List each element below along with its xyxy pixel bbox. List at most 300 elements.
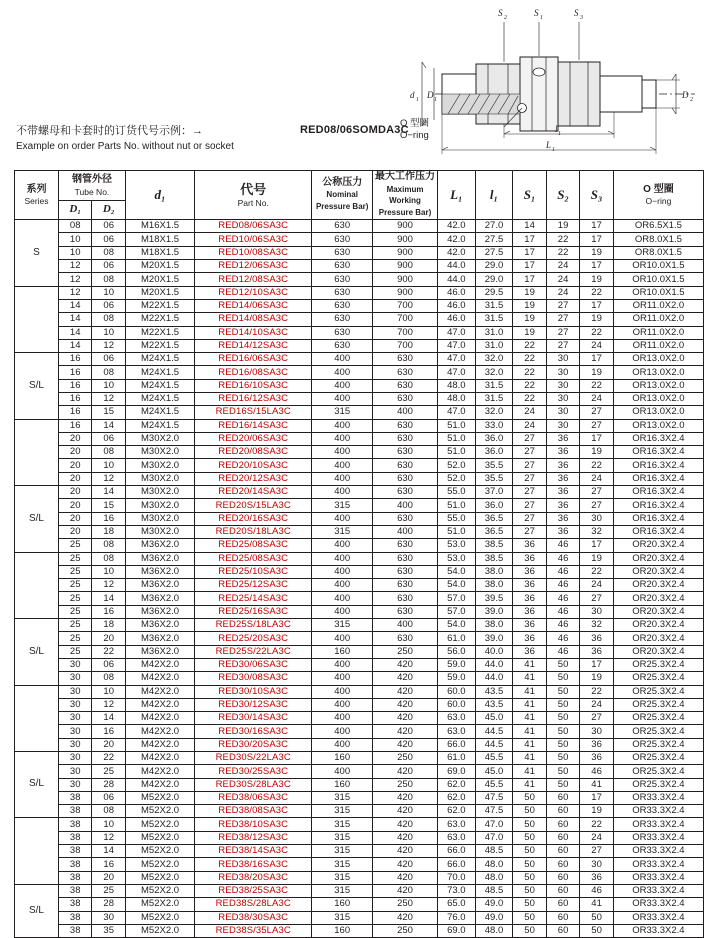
cell-L1: 54.0	[437, 619, 475, 632]
cell-L1: 47.0	[437, 353, 475, 366]
cell-D2: 25	[92, 765, 126, 778]
cell-L1: 52.0	[437, 472, 475, 485]
oring-callout-en: O−ring	[400, 130, 429, 142]
cell-S1: 41	[513, 672, 547, 685]
cell-working: 900	[373, 260, 438, 273]
cell-working: 250	[373, 752, 438, 765]
table-row	[15, 619, 704, 632]
cell-L1: 63.0	[437, 818, 475, 831]
cell-oring: OR6.5X1.5	[613, 220, 703, 233]
diagram-area	[0, 0, 718, 170]
table-row	[15, 339, 704, 352]
cell-S2: 60	[546, 924, 580, 937]
cell-D1: 16	[58, 419, 92, 432]
cell-partno: RED20/16SA3C	[195, 512, 312, 525]
cell-S3: 17	[580, 233, 614, 246]
cell-l1: 48.0	[475, 924, 513, 937]
cell-S1: 22	[513, 379, 547, 392]
cell-D2: 14	[92, 419, 126, 432]
cell-D1: 25	[58, 632, 92, 645]
cell-L1: 48.0	[437, 392, 475, 405]
cell-S1: 41	[513, 698, 547, 711]
table-row	[15, 565, 704, 578]
series-cell	[15, 685, 59, 751]
th-oring	[613, 171, 703, 220]
cell-l1: 48.5	[475, 845, 513, 858]
cell-D1: 25	[58, 579, 92, 592]
table-row	[15, 685, 704, 698]
cell-l1: 40.0	[475, 645, 513, 658]
oring-callout-cn: O 型圈	[400, 118, 430, 129]
cell-d1: M36X2.0	[125, 605, 194, 618]
cell-S1: 41	[513, 778, 547, 791]
cell-nominal: 400	[312, 512, 373, 525]
cell-l1: 49.0	[475, 911, 513, 924]
cell-D1: 25	[58, 565, 92, 578]
table-row	[15, 592, 704, 605]
cell-S1: 36	[513, 645, 547, 658]
cell-d1: M24X1.5	[125, 379, 194, 392]
cell-partno: RED30/25SA3C	[195, 765, 312, 778]
cell-D2: 06	[92, 299, 126, 312]
table-header	[15, 171, 704, 220]
cell-D2: 06	[92, 233, 126, 246]
table-row	[15, 472, 704, 485]
table-row	[15, 286, 704, 299]
cell-D1: 25	[58, 605, 92, 618]
cell-l1: 36.0	[475, 499, 513, 512]
svg-text:3: 3	[580, 15, 583, 21]
cell-d1: M22X1.5	[125, 299, 194, 312]
cell-partno: RED38S/35LA3C	[195, 924, 312, 937]
cell-D2: 08	[92, 446, 126, 459]
cell-working: 420	[373, 818, 438, 831]
cell-nominal: 400	[312, 472, 373, 485]
cell-oring: OR33.3X2.4	[613, 924, 703, 937]
cell-oring: OR33.3X2.4	[613, 805, 703, 818]
cell-D1: 38	[58, 871, 92, 884]
cell-oring: OR11.0X2.0	[613, 313, 703, 326]
cell-partno: RED38/16SA3C	[195, 858, 312, 871]
cell-S3: 27	[580, 406, 614, 419]
cell-D1: 16	[58, 353, 92, 366]
cell-oring: OR20.3X2.4	[613, 619, 703, 632]
cell-l1: 36.0	[475, 432, 513, 445]
cell-S3: 22	[580, 326, 614, 339]
cell-S1: 50	[513, 898, 547, 911]
cell-d1: M24X1.5	[125, 392, 194, 405]
cell-partno: RED14/06SA3C	[195, 299, 312, 312]
cell-S3: 27	[580, 712, 614, 725]
cell-D2: 12	[92, 339, 126, 352]
cell-D1: 38	[58, 924, 92, 937]
cell-oring: OR16.3X2.4	[613, 525, 703, 538]
cell-partno: RED16/06SA3C	[195, 353, 312, 366]
cell-nominal: 400	[312, 698, 373, 711]
cell-oring: OR20.3X2.4	[613, 552, 703, 565]
cell-D2: 12	[92, 579, 126, 592]
cell-d1: M24X1.5	[125, 419, 194, 432]
table-row	[15, 419, 704, 432]
cell-working: 900	[373, 233, 438, 246]
cell-S2: 36	[546, 499, 580, 512]
th-S3: S₃	[580, 171, 614, 220]
th-series	[15, 171, 59, 220]
cell-d1: M36X2.0	[125, 645, 194, 658]
th-oring-en: O−ring	[645, 196, 672, 206]
cell-S2: 36	[546, 446, 580, 459]
cell-S2: 60	[546, 845, 580, 858]
cell-D1: 12	[58, 260, 92, 273]
cell-nominal: 400	[312, 672, 373, 685]
cell-nominal: 400	[312, 353, 373, 366]
cell-L1: 56.0	[437, 645, 475, 658]
cell-partno: RED30/14SA3C	[195, 712, 312, 725]
cell-l1: 44.5	[475, 738, 513, 751]
table-row	[15, 406, 704, 419]
cell-partno: RED30/20SA3C	[195, 738, 312, 751]
cell-L1: 62.0	[437, 805, 475, 818]
cell-l1: 44.0	[475, 672, 513, 685]
svg-text:1: 1	[540, 15, 543, 21]
cell-partno: RED20S/18LA3C	[195, 525, 312, 538]
cell-D1: 16	[58, 392, 92, 405]
cell-l1: 38.0	[475, 565, 513, 578]
cell-S2: 50	[546, 658, 580, 671]
cell-working: 400	[373, 619, 438, 632]
cell-oring: OR33.3X2.4	[613, 791, 703, 804]
cell-D2: 16	[92, 512, 126, 525]
cell-nominal: 630	[312, 246, 373, 259]
cell-d1: M52X2.0	[125, 884, 194, 897]
cell-S2: 36	[546, 472, 580, 485]
series-cell: S	[15, 220, 59, 286]
cell-S3: 30	[580, 858, 614, 871]
cell-L1: 73.0	[437, 884, 475, 897]
cell-D1: 20	[58, 486, 92, 499]
cell-partno: RED30S/22LA3C	[195, 752, 312, 765]
cell-S1: 36	[513, 579, 547, 592]
cell-S3: 19	[580, 446, 614, 459]
cell-working: 630	[373, 472, 438, 485]
label-D2: D	[682, 90, 689, 100]
cell-D1: 30	[58, 765, 92, 778]
cell-l1: 39.0	[475, 605, 513, 618]
cell-S2: 36	[546, 432, 580, 445]
cell-S2: 60	[546, 858, 580, 871]
cell-oring: OR13.0X2.0	[613, 379, 703, 392]
cell-D2: 12	[92, 831, 126, 844]
cell-S1: 50	[513, 871, 547, 884]
cell-S2: 46	[546, 592, 580, 605]
cell-D2: 25	[92, 884, 126, 897]
cell-l1: 27.0	[475, 220, 513, 233]
cell-partno: RED12/08SA3C	[195, 273, 312, 286]
th-S1: S₁	[513, 171, 547, 220]
cell-D2: 06	[92, 658, 126, 671]
cell-S1: 27	[513, 459, 547, 472]
cell-L1: 60.0	[437, 685, 475, 698]
cell-L1: 63.0	[437, 712, 475, 725]
th-oring-cn: O 型圈	[643, 183, 674, 195]
cell-oring: OR20.3X2.4	[613, 539, 703, 552]
cell-S1: 50	[513, 831, 547, 844]
cell-S2: 46	[546, 605, 580, 618]
cell-D1: 38	[58, 818, 92, 831]
table-row	[15, 845, 704, 858]
table-row	[15, 738, 704, 751]
table-row	[15, 818, 704, 831]
cell-S1: 17	[513, 273, 547, 286]
cell-L1: 62.0	[437, 791, 475, 804]
cell-working: 700	[373, 313, 438, 326]
cell-D2: 22	[92, 645, 126, 658]
cell-L1: 42.0	[437, 220, 475, 233]
cell-S3: 22	[580, 379, 614, 392]
cell-working: 630	[373, 605, 438, 618]
series-cell	[15, 552, 59, 618]
cell-working: 420	[373, 884, 438, 897]
cell-l1: 38.5	[475, 552, 513, 565]
cell-D2: 08	[92, 672, 126, 685]
cell-D1: 30	[58, 738, 92, 751]
cell-L1: 55.0	[437, 512, 475, 525]
cell-oring: OR25.3X2.4	[613, 778, 703, 791]
cell-l1: 45.0	[475, 765, 513, 778]
order-note	[16, 124, 234, 154]
cell-working: 630	[373, 419, 438, 432]
cell-nominal: 630	[312, 233, 373, 246]
cell-S2: 27	[546, 313, 580, 326]
cell-working: 420	[373, 831, 438, 844]
cell-nominal: 400	[312, 432, 373, 445]
cell-l1: 31.5	[475, 392, 513, 405]
cell-S3: 19	[580, 552, 614, 565]
cell-d1: M52X2.0	[125, 818, 194, 831]
cell-partno: RED20/08SA3C	[195, 446, 312, 459]
cell-D1: 38	[58, 831, 92, 844]
cell-d1: M30X2.0	[125, 486, 194, 499]
cell-nominal: 400	[312, 738, 373, 751]
cell-S3: 41	[580, 778, 614, 791]
cell-D1: 10	[58, 246, 92, 259]
cell-S3: 27	[580, 499, 614, 512]
cell-oring: OR13.0X2.0	[613, 366, 703, 379]
cell-D1: 14	[58, 299, 92, 312]
cell-partno: RED14/10SA3C	[195, 326, 312, 339]
cell-partno: RED16/10SA3C	[195, 379, 312, 392]
th-l1: l₁	[475, 171, 513, 220]
series-cell: S/L	[15, 752, 59, 818]
cell-working: 630	[373, 446, 438, 459]
svg-text:1: 1	[416, 97, 419, 103]
cell-D1: 20	[58, 525, 92, 538]
cell-d1: M20X1.5	[125, 286, 194, 299]
cell-D2: 20	[92, 632, 126, 645]
cell-oring: OR16.3X2.4	[613, 512, 703, 525]
cell-l1: 31.0	[475, 326, 513, 339]
cell-working: 420	[373, 658, 438, 671]
cell-L1: 46.0	[437, 286, 475, 299]
cell-S2: 36	[546, 459, 580, 472]
series-cell: S/L	[15, 884, 59, 937]
cell-d1: M42X2.0	[125, 672, 194, 685]
cell-d1: M22X1.5	[125, 339, 194, 352]
cell-L1: 44.0	[437, 260, 475, 273]
cell-partno: RED38/10SA3C	[195, 818, 312, 831]
cell-partno: RED10/06SA3C	[195, 233, 312, 246]
fitting-technical-drawing	[400, 2, 710, 162]
cell-partno: RED30/06SA3C	[195, 658, 312, 671]
cell-D2: 08	[92, 805, 126, 818]
cell-S2: 60	[546, 831, 580, 844]
cell-d1: M36X2.0	[125, 565, 194, 578]
cell-d1: M52X2.0	[125, 831, 194, 844]
cell-S1: 41	[513, 752, 547, 765]
cell-L1: 57.0	[437, 592, 475, 605]
table-row	[15, 605, 704, 618]
cell-S2: 24	[546, 273, 580, 286]
cell-S2: 50	[546, 778, 580, 791]
cell-S3: 24	[580, 831, 614, 844]
cell-L1: 62.0	[437, 778, 475, 791]
cell-D2: 12	[92, 698, 126, 711]
cell-D1: 38	[58, 791, 92, 804]
cell-D2: 18	[92, 619, 126, 632]
cell-S1: 41	[513, 738, 547, 751]
cell-partno: RED20/14SA3C	[195, 486, 312, 499]
cell-oring: OR16.3X2.4	[613, 459, 703, 472]
table-row	[15, 220, 704, 233]
cell-S1: 14	[513, 220, 547, 233]
th-nominal-cn: 公称压力	[322, 176, 363, 188]
cell-S3: 27	[580, 845, 614, 858]
cell-working: 900	[373, 273, 438, 286]
cell-S2: 27	[546, 339, 580, 352]
cell-L1: 63.0	[437, 831, 475, 844]
series-cell	[15, 419, 59, 485]
table-row	[15, 353, 704, 366]
cell-S2: 60	[546, 871, 580, 884]
cell-D2: 14	[92, 712, 126, 725]
cell-l1: 48.0	[475, 871, 513, 884]
cell-nominal: 400	[312, 592, 373, 605]
cell-oring: OR11.0X2.0	[613, 299, 703, 312]
cell-working: 900	[373, 246, 438, 259]
cell-d1: M52X2.0	[125, 898, 194, 911]
cell-d1: M52X2.0	[125, 871, 194, 884]
cell-D1: 38	[58, 911, 92, 924]
cell-oring: OR20.3X2.4	[613, 605, 703, 618]
cell-partno: RED08/06SA3C	[195, 220, 312, 233]
cell-L1: 54.0	[437, 579, 475, 592]
cell-working: 420	[373, 871, 438, 884]
cell-oring: OR20.3X2.4	[613, 579, 703, 592]
cell-nominal: 400	[312, 658, 373, 671]
cell-D2: 08	[92, 366, 126, 379]
cell-working: 630	[373, 512, 438, 525]
cell-l1: 47.0	[475, 831, 513, 844]
cell-S2: 60	[546, 898, 580, 911]
cell-L1: 51.0	[437, 432, 475, 445]
cell-L1: 59.0	[437, 672, 475, 685]
cell-d1: M30X2.0	[125, 432, 194, 445]
cell-S1: 17	[513, 233, 547, 246]
cell-S1: 22	[513, 339, 547, 352]
cell-S3: 19	[580, 273, 614, 286]
cell-S1: 24	[513, 406, 547, 419]
cell-S3: 32	[580, 619, 614, 632]
cell-S1: 36	[513, 632, 547, 645]
cell-working: 700	[373, 299, 438, 312]
cell-l1: 36.5	[475, 512, 513, 525]
cell-S2: 30	[546, 366, 580, 379]
cell-working: 630	[373, 552, 438, 565]
cell-L1: 53.0	[437, 539, 475, 552]
cell-D1: 25	[58, 592, 92, 605]
label-s3: S	[574, 8, 579, 18]
cell-S2: 46	[546, 579, 580, 592]
cell-d1: M22X1.5	[125, 326, 194, 339]
cell-partno: RED20/06SA3C	[195, 432, 312, 445]
cell-D1: 25	[58, 645, 92, 658]
cell-d1: M52X2.0	[125, 858, 194, 871]
cell-S3: 17	[580, 353, 614, 366]
cell-oring: OR20.3X2.4	[613, 592, 703, 605]
cell-L1: 65.0	[437, 898, 475, 911]
cell-l1: 35.5	[475, 472, 513, 485]
cell-S1: 50	[513, 911, 547, 924]
cell-S2: 22	[546, 233, 580, 246]
cell-S3: 36	[580, 752, 614, 765]
cell-D2: 06	[92, 260, 126, 273]
cell-d1: M36X2.0	[125, 632, 194, 645]
table-row	[15, 752, 704, 765]
th-series-en: Series	[24, 196, 49, 206]
cell-L1: 51.0	[437, 446, 475, 459]
cell-S1: 19	[513, 299, 547, 312]
cell-D1: 30	[58, 725, 92, 738]
cell-S2: 30	[546, 419, 580, 432]
cell-D1: 10	[58, 233, 92, 246]
cell-d1: M24X1.5	[125, 353, 194, 366]
cell-d1: M42X2.0	[125, 658, 194, 671]
cell-l1: 36.5	[475, 525, 513, 538]
cell-S2: 46	[546, 552, 580, 565]
table-row	[15, 632, 704, 645]
table-row	[15, 326, 704, 339]
cell-oring: OR33.3X2.4	[613, 911, 703, 924]
cell-L1: 52.0	[437, 459, 475, 472]
order-note-en: Example on order Parts No. without nut or socket	[16, 140, 234, 152]
th-partno-en: Part No.	[237, 197, 269, 208]
cell-working: 420	[373, 725, 438, 738]
cell-S3: 30	[580, 725, 614, 738]
cell-D2: 08	[92, 313, 126, 326]
cell-S3: 30	[580, 605, 614, 618]
cell-nominal: 630	[312, 273, 373, 286]
cell-l1: 38.0	[475, 619, 513, 632]
th-tube	[58, 171, 125, 201]
th-partno-cn: 代号	[240, 181, 267, 197]
cell-l1: 45.5	[475, 778, 513, 791]
cell-S1: 17	[513, 260, 547, 273]
table-row	[15, 658, 704, 671]
cell-S2: 50	[546, 738, 580, 751]
cell-partno: RED25/12SA3C	[195, 579, 312, 592]
table-row	[15, 260, 704, 273]
cell-S3: 22	[580, 459, 614, 472]
